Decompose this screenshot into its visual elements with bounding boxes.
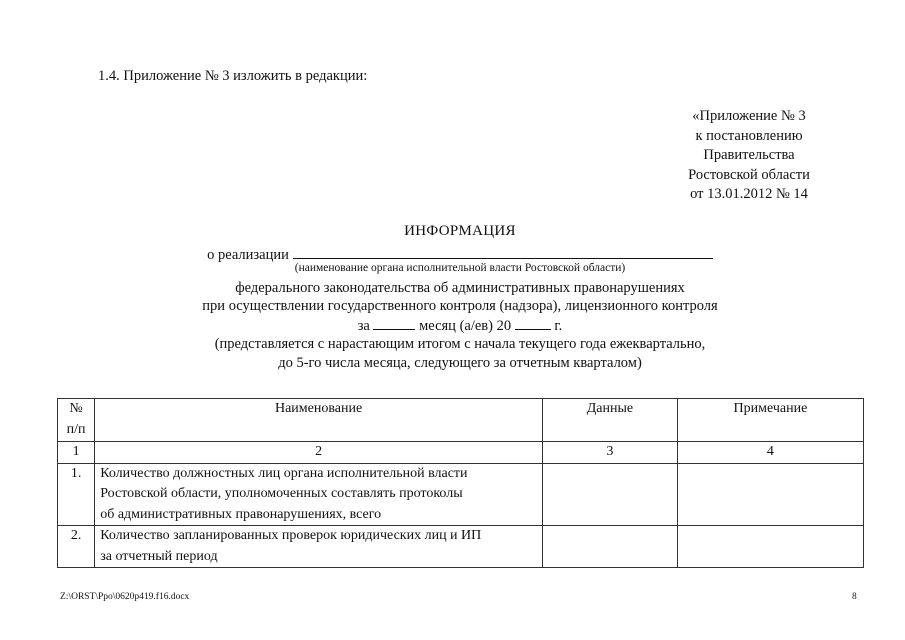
column-number: 3 <box>542 442 677 464</box>
row-number: 1. <box>58 463 95 526</box>
implementation-label: о реализации <box>207 247 289 263</box>
period-line <box>60 317 860 335</box>
table-header-row <box>58 399 864 442</box>
row-data-cell[interactable] <box>542 463 677 526</box>
agency-hint: (наименование органа исполнительной власти Ростовской области) <box>294 262 626 274</box>
row-name-line: за отчетный период <box>100 548 218 564</box>
subtitle-line: федерального законодательства об административных правонарушениях <box>235 280 685 296</box>
subtitle-line: при осуществлении государственного контроля (надзора), лицензионного контроля <box>202 298 718 314</box>
table-row <box>58 463 864 526</box>
appendix-line: к постановлению <box>695 127 803 144</box>
appendix-line: Правительства <box>703 147 795 163</box>
column-number: 2 <box>95 442 543 464</box>
appendix-line: «Приложение № 3 <box>692 108 806 124</box>
appendix-line: от 13.01.2012 № 14 <box>690 186 808 202</box>
appendix-stamp <box>640 107 858 205</box>
period-for-label: за <box>357 318 370 334</box>
report-table <box>57 398 864 568</box>
header-num <box>58 399 95 442</box>
row-name <box>95 463 543 526</box>
document-title: ИНФОРМАЦИЯ <box>404 223 516 239</box>
file-path: Z:\ORST\Ppo\0620p419.f16.docx <box>60 592 190 602</box>
intro-paragraph: 1.4. Приложение № 3 изложить в редакции: <box>98 68 368 84</box>
implementation-line <box>60 244 860 264</box>
header-data: Данные <box>542 399 677 442</box>
period-blank <box>373 317 415 330</box>
header-name: Наименование <box>95 399 543 442</box>
agency-blank <box>293 244 713 259</box>
row-name-line: Ростовской области, уполномоченных составлять протоколы <box>100 486 463 501</box>
note-line: (представляется с нарастающим итогом с начала текущего года ежеквартально, <box>214 336 706 352</box>
row-name-line: об административных правонарушениях, всего <box>100 506 382 522</box>
column-number: 1 <box>58 442 95 464</box>
row-data-cell[interactable] <box>542 526 677 568</box>
header-note: Примечание <box>677 399 863 442</box>
row-note-cell[interactable] <box>677 463 863 526</box>
year-blank <box>515 317 551 330</box>
page-number: 8 <box>852 592 857 602</box>
header-num-line: п/п <box>66 421 86 437</box>
period-month-label: месяц (а/ев) 20 <box>419 318 512 334</box>
table-row <box>58 526 864 568</box>
appendix-line: Ростовской области <box>688 166 810 183</box>
column-number: 4 <box>677 442 863 464</box>
row-name-line: Количество запланированных проверок юридических лиц и ИП <box>100 528 482 543</box>
row-note-cell[interactable] <box>677 526 863 568</box>
column-number-row <box>58 442 864 464</box>
period-year-suffix: г. <box>554 318 563 334</box>
header-num-line: № <box>69 401 83 416</box>
row-name <box>95 526 543 568</box>
note-line: до 5-го числа месяца, следующего за отчетным кварталом) <box>278 355 642 371</box>
row-number: 2. <box>58 526 95 568</box>
row-name-line: Количество должностных лиц органа исполнительной власти <box>100 465 468 481</box>
